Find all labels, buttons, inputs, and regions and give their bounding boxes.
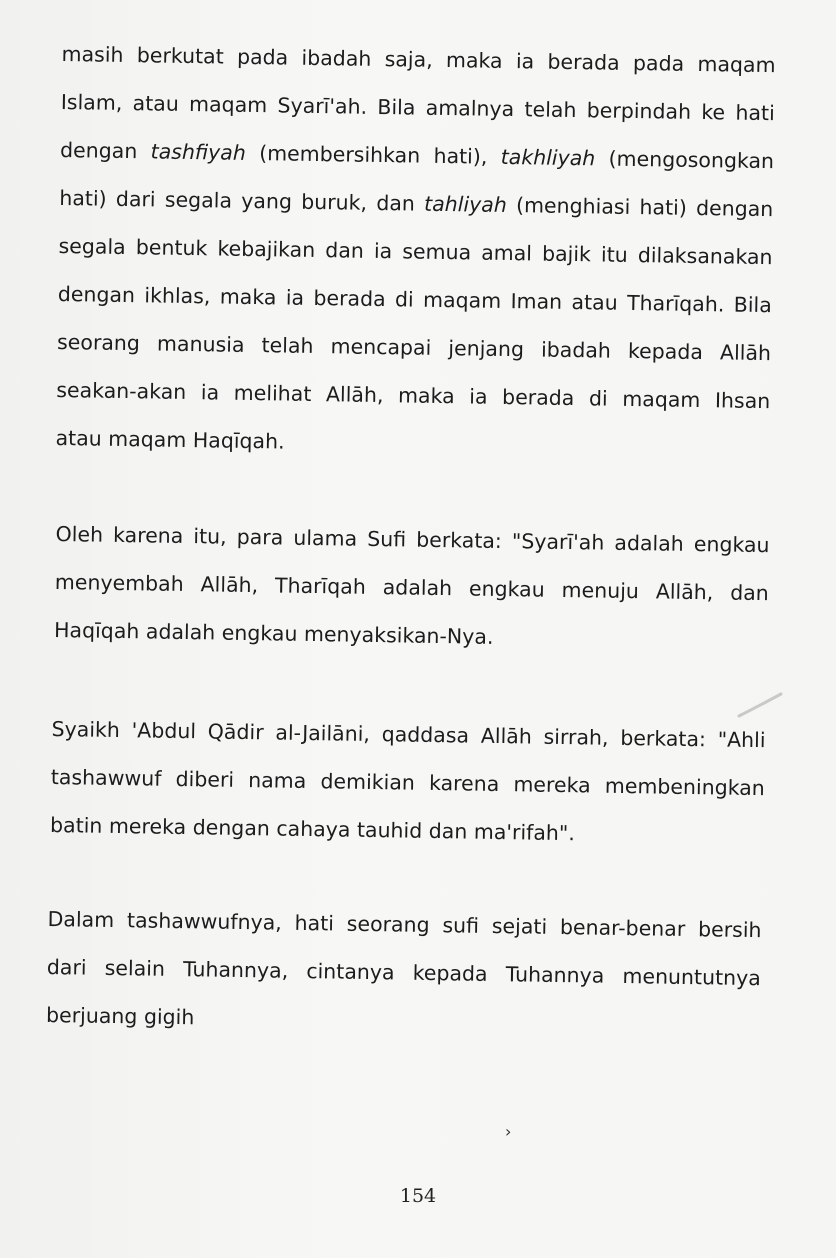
paragraph-3	[50, 705, 766, 860]
text-segment: (mengosongkan	[595, 146, 775, 174]
text-segment: atau maqam Haqīqah.	[55, 425, 285, 454]
text-segment: (menghiasi hati) dengan	[506, 193, 774, 222]
text-segment: menyembah Allāh, Tharīqah adalah engkau menuju Allāh, dan	[54, 569, 769, 606]
text-segment: Islam, atau maqam Syarī'ah. Bila amalnya telah berpindah ke hati	[60, 89, 775, 126]
text-segment: dengan ikhlas, maka ia berada di maqam Iman atau Tharīqah. Bila	[57, 281, 772, 318]
italic-term: tashfiyah	[150, 139, 247, 165]
text-segment: batin mereka dengan cahaya tauhid dan ma'rifah".	[49, 812, 576, 846]
text-segment: dengan	[59, 137, 151, 164]
text-segment: berjuang gigih	[45, 1002, 195, 1030]
text-segment: Oleh karena itu, para ulama Sufi berkata: "Syarī'ah adalah engkau	[55, 521, 770, 558]
paragraph-4	[46, 895, 762, 1050]
paragraph-1	[55, 30, 776, 473]
text-segment: (membersihkan hati),	[245, 140, 501, 169]
text-segment: hati) dari segala yang buruk, dan	[59, 185, 425, 216]
stray-mark: ›	[505, 1122, 512, 1141]
text-segment: masih berkutat pada ibadah saja, maka ia berada pada maqam	[61, 41, 776, 78]
text-segment: seorang manusia telah mencapai jenjang ibadah kepada Allāh	[56, 329, 772, 366]
text-segment: tashawwuf diberi nama demikian karena mereka membeningkan	[50, 764, 765, 801]
text-segment: seakan-akan ia melihat Allāh, maka ia berada di maqam Ihsan	[56, 377, 771, 414]
pen-stroke-mark	[735, 690, 785, 720]
italic-term: takhliyah	[500, 144, 596, 171]
paragraph-2	[54, 510, 770, 665]
text-segment: dari selain Tuhannya, cintanya kepada Tuhannya menuntutnya	[46, 954, 761, 991]
text-segment: segala bentuk kebajikan dan ia semua amal bajik itu dilaksanakan	[58, 233, 773, 270]
text-segment: Dalam tashawwufnya, hati seorang sufi sejati benar-benar bersih	[47, 906, 762, 943]
text-segment: Syaikh 'Abdul Qādir al-Jailāni, qaddasa Allāh sirrah, berkata: "Ahli	[51, 716, 766, 753]
italic-term: tahliyah	[423, 191, 507, 218]
page-number: 154	[399, 1185, 437, 1207]
text-segment: Haqīqah adalah engkau menyaksikan-Nya.	[53, 617, 494, 649]
